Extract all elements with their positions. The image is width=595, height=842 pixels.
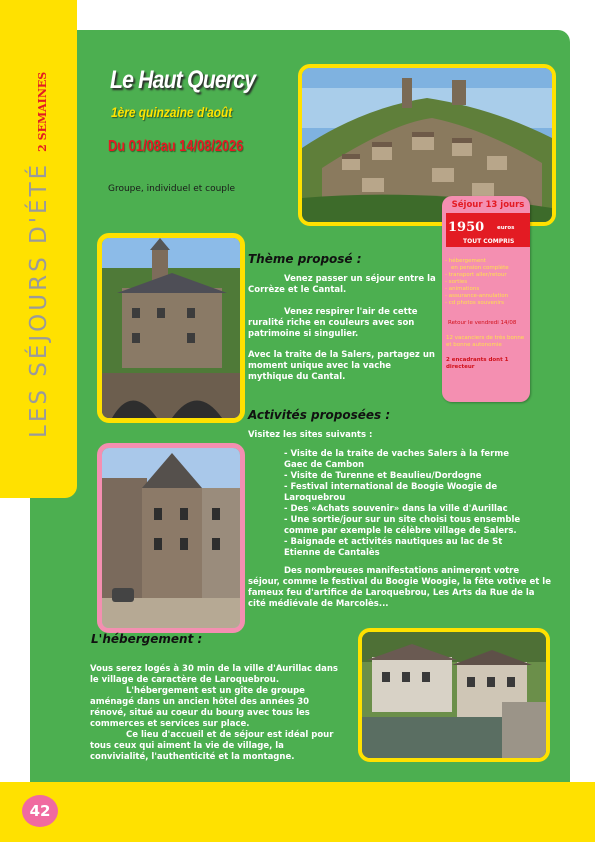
- inclusion-item: - animations: [445, 286, 480, 292]
- street-photo: [97, 443, 245, 633]
- audience-text: Groupe, individuel et couple: [108, 184, 236, 194]
- accommodation-heading: L'hébergement :: [91, 632, 203, 646]
- page-subtitle: 1ère quinzaine d'août: [111, 104, 233, 120]
- side-title-main: LES SÉJOURS D'ÉTÉ: [26, 161, 52, 438]
- accommodation-paragraph: Vous serez logés à 30 min de la ville d'Aurillac dans le village de caractère de Laroquebrou.: [90, 664, 338, 685]
- page-number: 42: [22, 795, 58, 827]
- inclusion-item: - hébergement: [445, 258, 486, 264]
- list-item: - Baignade et activités nautiques au lac de St Etienne de Cantalès: [284, 537, 503, 558]
- theme-paragraph: Venez respirer l'air de cette ruralité riche en couleurs avec son patrimoine si singulier.: [248, 307, 418, 339]
- activities-intro: Visitez les sites suivants :: [248, 430, 373, 440]
- list-item: - Visite de la traite de vaches Salers à la ferme Gaec de Cambon: [284, 449, 509, 470]
- list-item: - Visite de Turenne et Beaulieu/Dordogne: [284, 471, 482, 481]
- activities-list: [284, 449, 534, 559]
- page-title: Le Haut Quercy: [110, 66, 256, 94]
- activities-outro: Des nombreuses manifestations animeront votre séjour, comme le festival du Boogie Woogie, la fête votive et le fameux feu d'artifice de Laroquebrou, Les Arts da Rue de la cité médiévale de Marcolès...: [248, 566, 551, 609]
- list-item: - Une sortie/jour sur un site choisi tous ensemble comme par exemple le célèbre village de Salers.: [284, 515, 521, 536]
- price-currency: euros: [497, 225, 515, 231]
- stay-duration-label: Séjour 13 jours: [451, 200, 525, 210]
- price-amount: 1950: [448, 220, 485, 235]
- theme-paragraph: Venez passer un séjour entre la Corrèze et le Cantal.: [248, 274, 436, 295]
- accommodation-paragraph: Ce lieu d'accueil et de séjour est idéal pour tous ceux qui aiment la vie de village, la convivialité, l'authenticité et la montagne.: [90, 730, 334, 762]
- side-title-duration: 2 SEMAINES: [36, 71, 49, 152]
- inclusion-item: en pension complète: [451, 265, 509, 271]
- inclusion-item: - assurance-annulation: [445, 293, 509, 299]
- staff-info: 2 encadrants dont 1 directeur: [446, 357, 509, 370]
- list-item: - Festival international de Boogie Woogie de Laroquebrou: [284, 482, 498, 503]
- bottom-band: [0, 782, 595, 842]
- participants-info: 12 vacanciers de très bonne et bonne autonomie: [446, 335, 525, 348]
- return-date: Retour le vendredi 14/08: [448, 320, 517, 326]
- list-item: - Des «Achats souvenir» dans la ville d'Aurillac: [284, 504, 508, 514]
- theme-paragraph: Avec la traite de la Salers, partagez un moment unique avec la vache mythique du Cantal.: [248, 350, 435, 382]
- inclusion-item: - transport aller/retour: [445, 272, 507, 278]
- theme-heading: Thème proposé :: [248, 252, 362, 266]
- inclusion-item: - sorties: [445, 279, 468, 285]
- stay-dates: Du 01/08au 14/08/2026: [108, 138, 244, 155]
- activities-heading: Activités proposées :: [248, 408, 391, 422]
- price-all-inclusive: TOUT COMPRIS: [463, 238, 515, 245]
- accommodation-paragraph: L'hébergement est un gîte de groupe aménagé dans un ancien hôtel des années 30 rénové, situé au coeur du bourg avec tous les commerces et services sur place.: [90, 686, 310, 729]
- inclusion-item: - cd photos souvenirs: [445, 300, 504, 306]
- hotel-photo: [358, 628, 550, 762]
- castle-photo: [97, 233, 245, 423]
- inclusions-list: [445, 258, 509, 307]
